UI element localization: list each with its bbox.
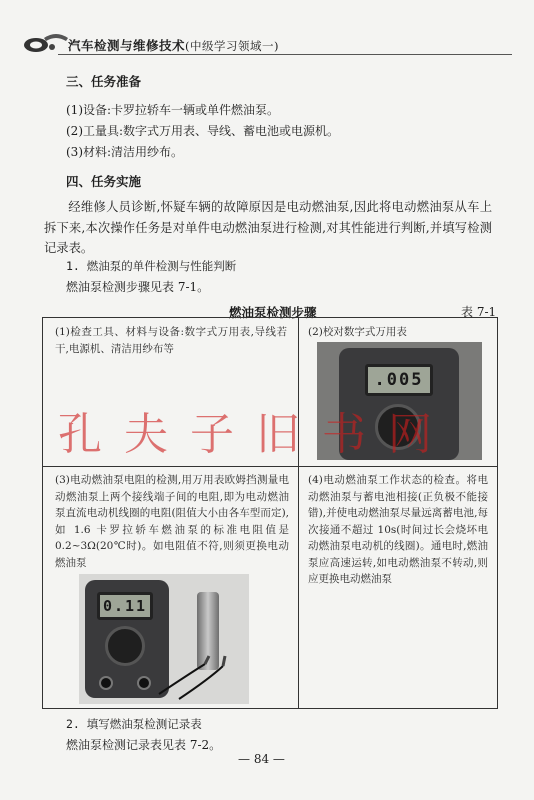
section-heading-implementation: 四、任务实施 (66, 174, 142, 189)
test-leads (149, 634, 249, 704)
table-cell-step2: (2)校对数字式万用表 (308, 326, 407, 338)
watermark: 孔夫子旧书网 (58, 409, 454, 460)
table-divider-vertical (298, 318, 299, 708)
subheading-single-test: 1. 燃油泵的单件检测与性能判断 (66, 259, 237, 273)
probe-jack-com (99, 676, 113, 690)
record-table-reference: 燃油泵检测记录表见表 7-2。 (66, 738, 222, 752)
procedure-table (42, 317, 498, 709)
section-heading-preparation: 三、任务准备 (66, 74, 142, 89)
multimeter-display: .005 (365, 364, 433, 396)
table-cell-step1: (1)检查工具、材料与设备:数字式万用表,导线若干,电源机、清洁用纱布等 (55, 326, 287, 355)
page-number: — 84 — (238, 752, 285, 766)
prep-item-equipment: (1)设备:卡罗拉轿车一辆或单件燃油泵。 (66, 103, 280, 117)
running-header (22, 30, 512, 58)
implementation-paragraph: 经维修人员诊断,怀疑车辆的故障原因是电动燃油泵,因此将电动燃油泵从车上拆下来,本次操作任务是对单件电动燃油泵进行检测,对其性能进行判断,并填写检测记录表。 (44, 200, 492, 255)
prep-item-tools: (2)工量具:数字式万用表、导线、蓄电池或电源机。 (66, 124, 340, 138)
car-logo-icon (22, 32, 70, 54)
header-title: 汽车检测与维修技术(中级学习领域一) (68, 38, 279, 53)
multimeter-display-2: 0.11 (97, 592, 153, 620)
table-cell-step4: (4)电动燃油泵工作状态的检查。将电动燃油泵与蓄电池相接(正负极不能接错),并使电动燃油泵尽量远离蓄电池,每次接通不超过 10s(时间过长会烧坏电动燃油泵电动机的线圈)。通电时,燃油泵应高速运转,如电动燃油泵不转动,则应更换电动燃油泵 (308, 474, 488, 585)
prep-item-materials: (3)材料:清洁用纱布。 (66, 145, 184, 159)
subheading-record-table: 2. 填写燃油泵检测记录表 (66, 717, 202, 731)
table-title: 燃油泵检测步骤 (229, 305, 317, 320)
table-cell-step3: (3)电动燃油泵电阻的检测,用万用表欧姆挡测量电动燃油泵上两个接线端子间的电阻,即为电动燃油泵直流电动机线圈的电阻(阻值大小由各车型而定),如 1.6 卡罗拉轿车燃油泵的标准电阻值是 0.2~3Ω(20℃时)。如电阻值不符,则须更换电动燃油泵 (55, 474, 289, 569)
multimeter-dial-2 (105, 626, 145, 666)
table-number: 表 7-1 (461, 305, 497, 319)
table-divider-horizontal (43, 466, 497, 467)
resistance-measurement-photo (79, 574, 249, 704)
header-rule (58, 54, 512, 55)
table-reference-line: 燃油泵检测步骤见表 7-1。 (66, 280, 210, 294)
